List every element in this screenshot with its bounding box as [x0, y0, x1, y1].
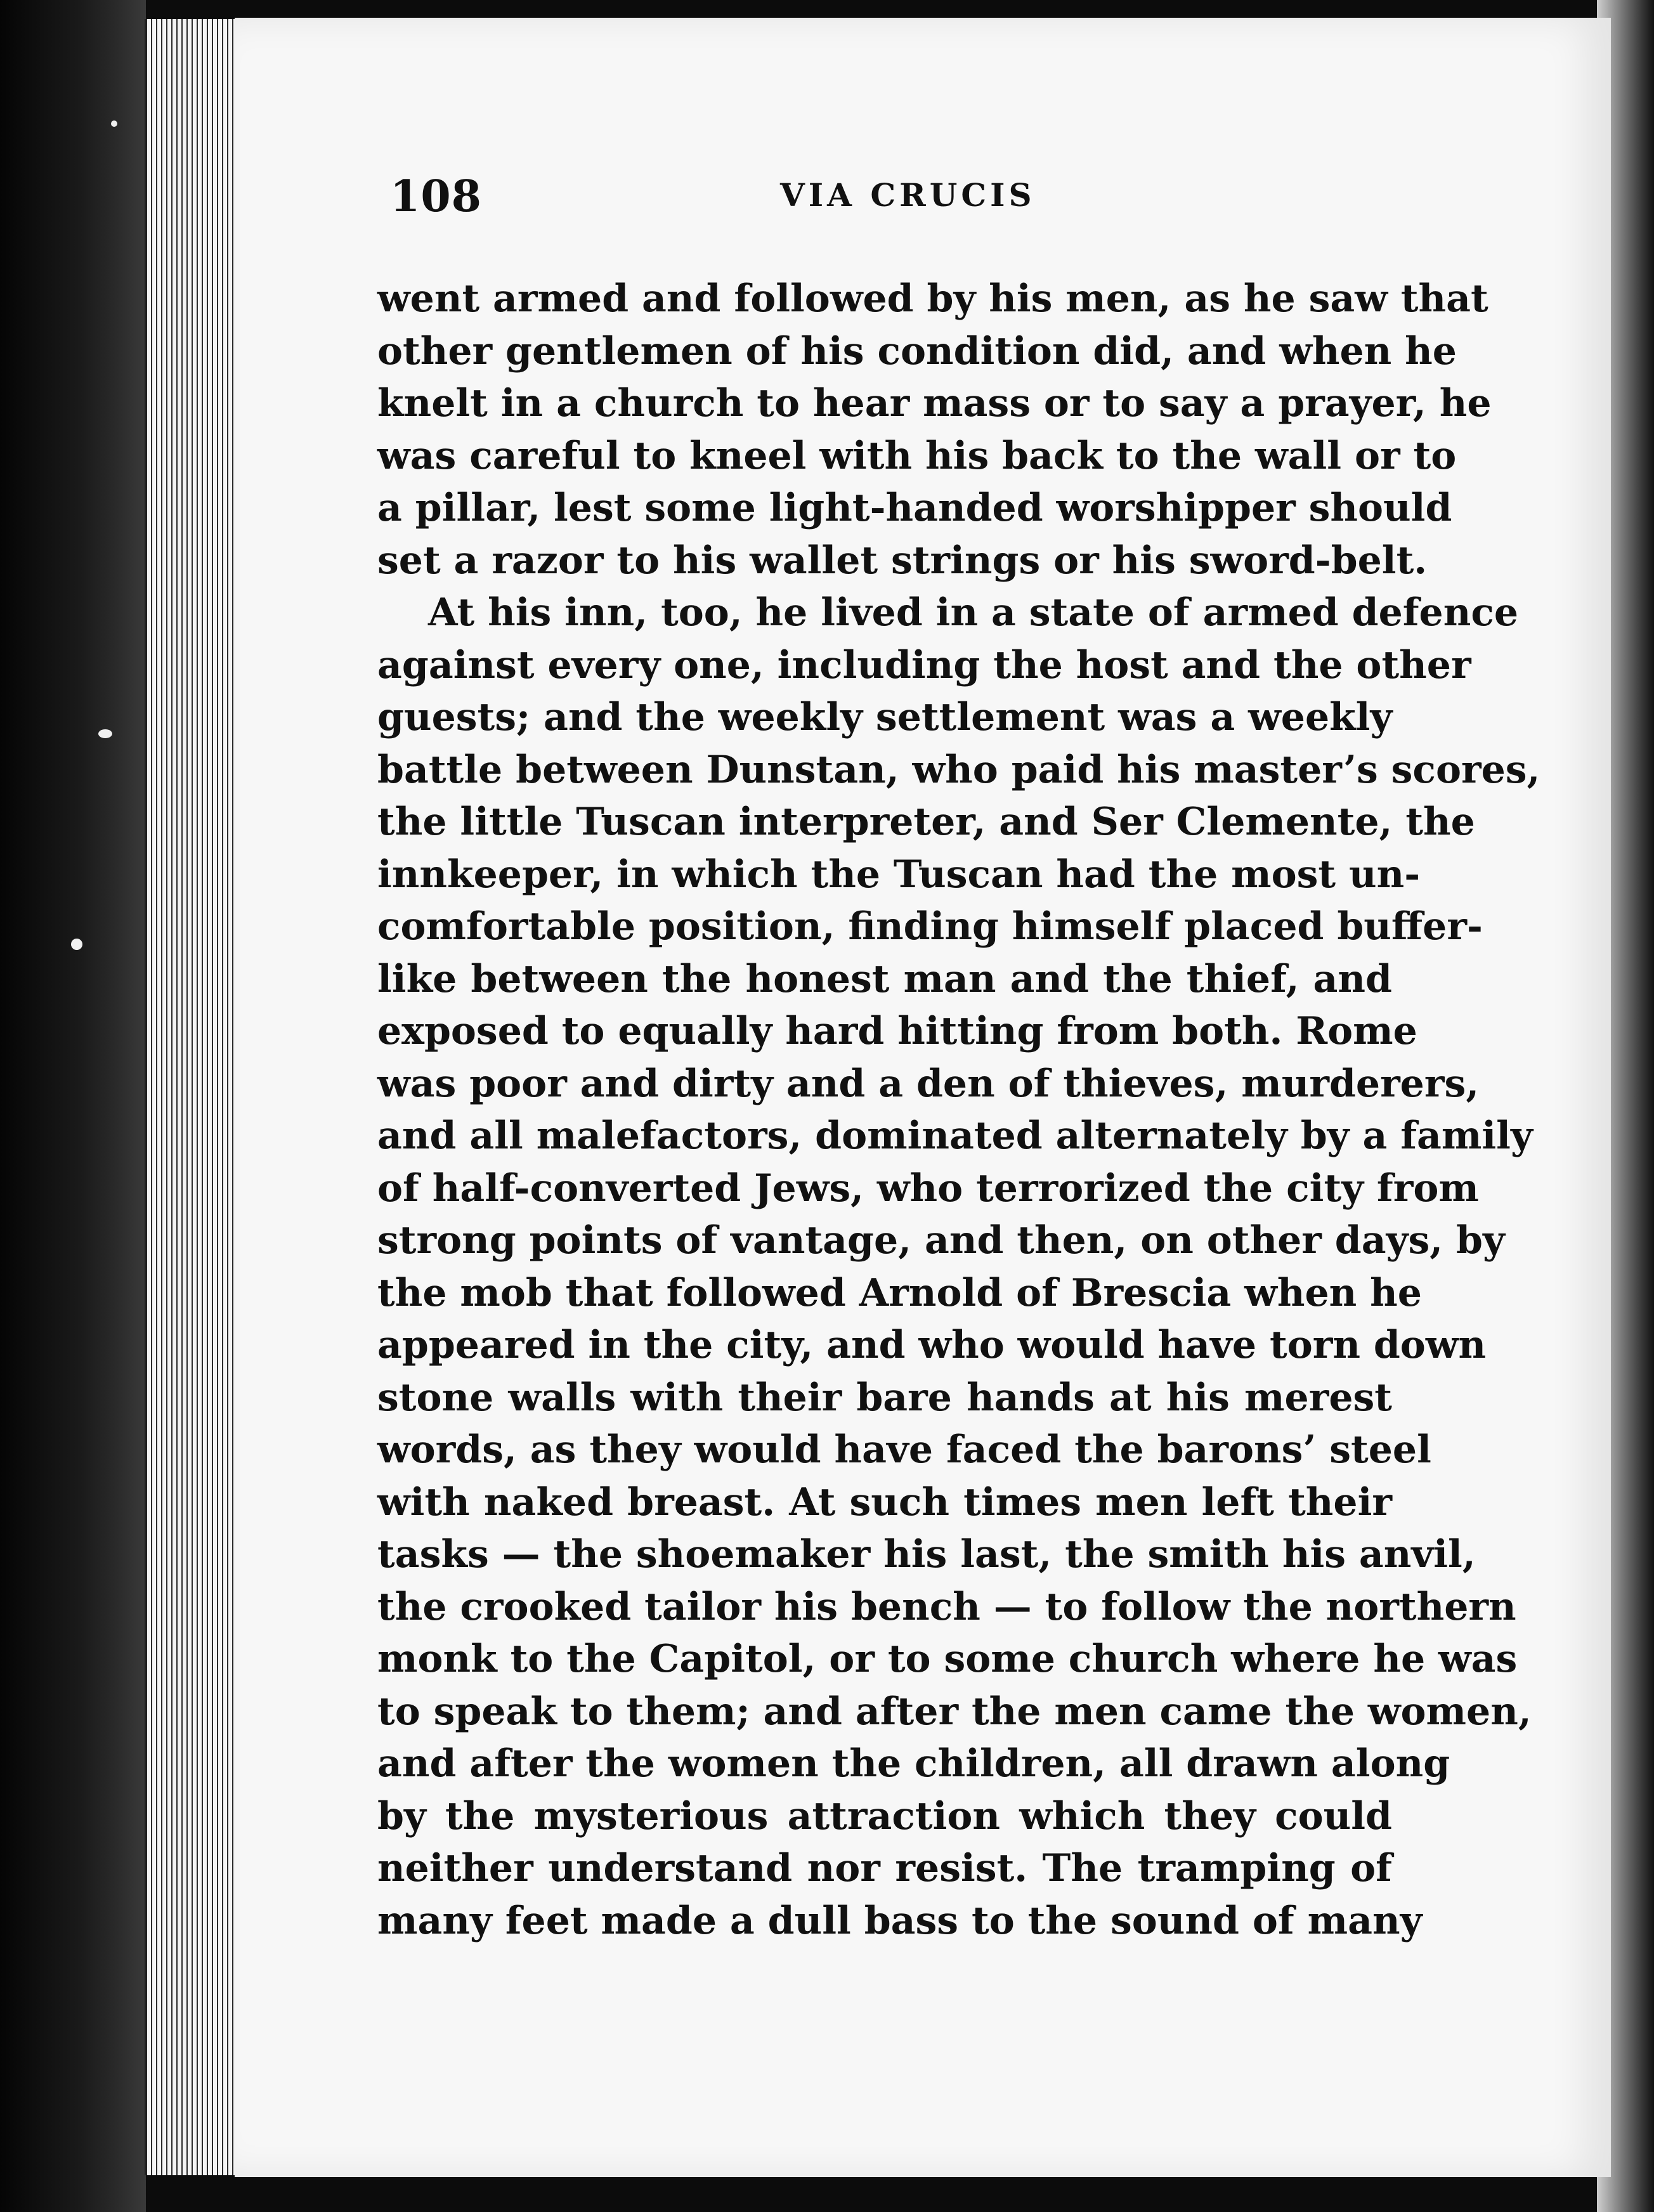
text-line: At his inn, too, he lived in a state of armed defence [428, 590, 1519, 635]
text-line: innkeeper, in which the Tuscan had the most un- [377, 852, 1421, 897]
text-line: the little Tuscan interpreter, and Ser Clemente, the [377, 800, 1475, 844]
text-line: the crooked tailor his bench — to follow the northern [377, 1584, 1516, 1629]
text-line: stone walls with their bare hands at his merest [377, 1375, 1392, 1420]
scan-speck [71, 939, 82, 950]
text-line: knelt in a church to hear mass or to say a prayer, he [377, 381, 1492, 426]
text-line: comfortable position, finding himself placed buffer- [377, 904, 1483, 949]
text-line: guests; and the weekly settlement was a weekly [377, 695, 1393, 739]
text-line: tasks — the shoemaker his last, the smith his anvil, [377, 1532, 1476, 1577]
running-head: VIA CRUCIS [780, 176, 1036, 214]
scan-speck [98, 729, 112, 738]
text-line: and after the women the children, all drawn along [377, 1741, 1450, 1786]
text-line: was careful to kneel with his back to the wall or to [377, 433, 1457, 478]
text-line: of half-converted Jews, who terrorized the city from [377, 1166, 1479, 1211]
text-line: like between the honest man and the thief, and [377, 956, 1392, 1001]
text-line: set a razor to his wallet strings or his sword-belt. [377, 538, 1428, 583]
text-line: and all malefactors, dominated alternately by a family [377, 1114, 1533, 1158]
text-line: appeared in the city, and who would have torn down [377, 1323, 1487, 1367]
text-line: monk to the Capitol, or to some church where he was [377, 1637, 1518, 1681]
text-line: strong points of vantage, and then, on other days, by [377, 1218, 1505, 1263]
body-text [377, 273, 1540, 1947]
text-line: was poor and dirty and a den of thieves, murderers, [377, 1061, 1480, 1106]
text-line: other gentlemen of his condition did, and when he [377, 329, 1457, 374]
text-line: to speak to them; and after the men came the women, [377, 1689, 1532, 1734]
text-line: went armed and followed by his men, as he saw that [377, 276, 1488, 321]
text-line: with naked breast. At such times men left their [377, 1480, 1392, 1525]
text-line: against every one, including the host and the other [377, 642, 1471, 687]
page-edges [145, 19, 242, 2175]
text-line: neither understand nor resist. The tramping of [377, 1846, 1392, 1890]
text-line: words, as they would have faced the barons’ steel [377, 1428, 1431, 1472]
text-line: exposed to equally hard hitting from both. Rome [377, 1009, 1417, 1053]
page-number: 108 [390, 171, 482, 222]
text-line: many feet made a dull bass to the sound of many [377, 1898, 1423, 1943]
text-line: by the mysterious attraction which they could [377, 1793, 1392, 1838]
page-header [390, 171, 1379, 241]
book-spine [0, 0, 146, 2212]
text-line: the mob that followed Arnold of Brescia when he [377, 1270, 1422, 1315]
text-line: battle between Dunstan, who paid his master’s scores, [377, 747, 1540, 792]
text-line: a pillar, lest some light-handed worshipper should [377, 486, 1452, 530]
scan-speck [111, 120, 117, 127]
